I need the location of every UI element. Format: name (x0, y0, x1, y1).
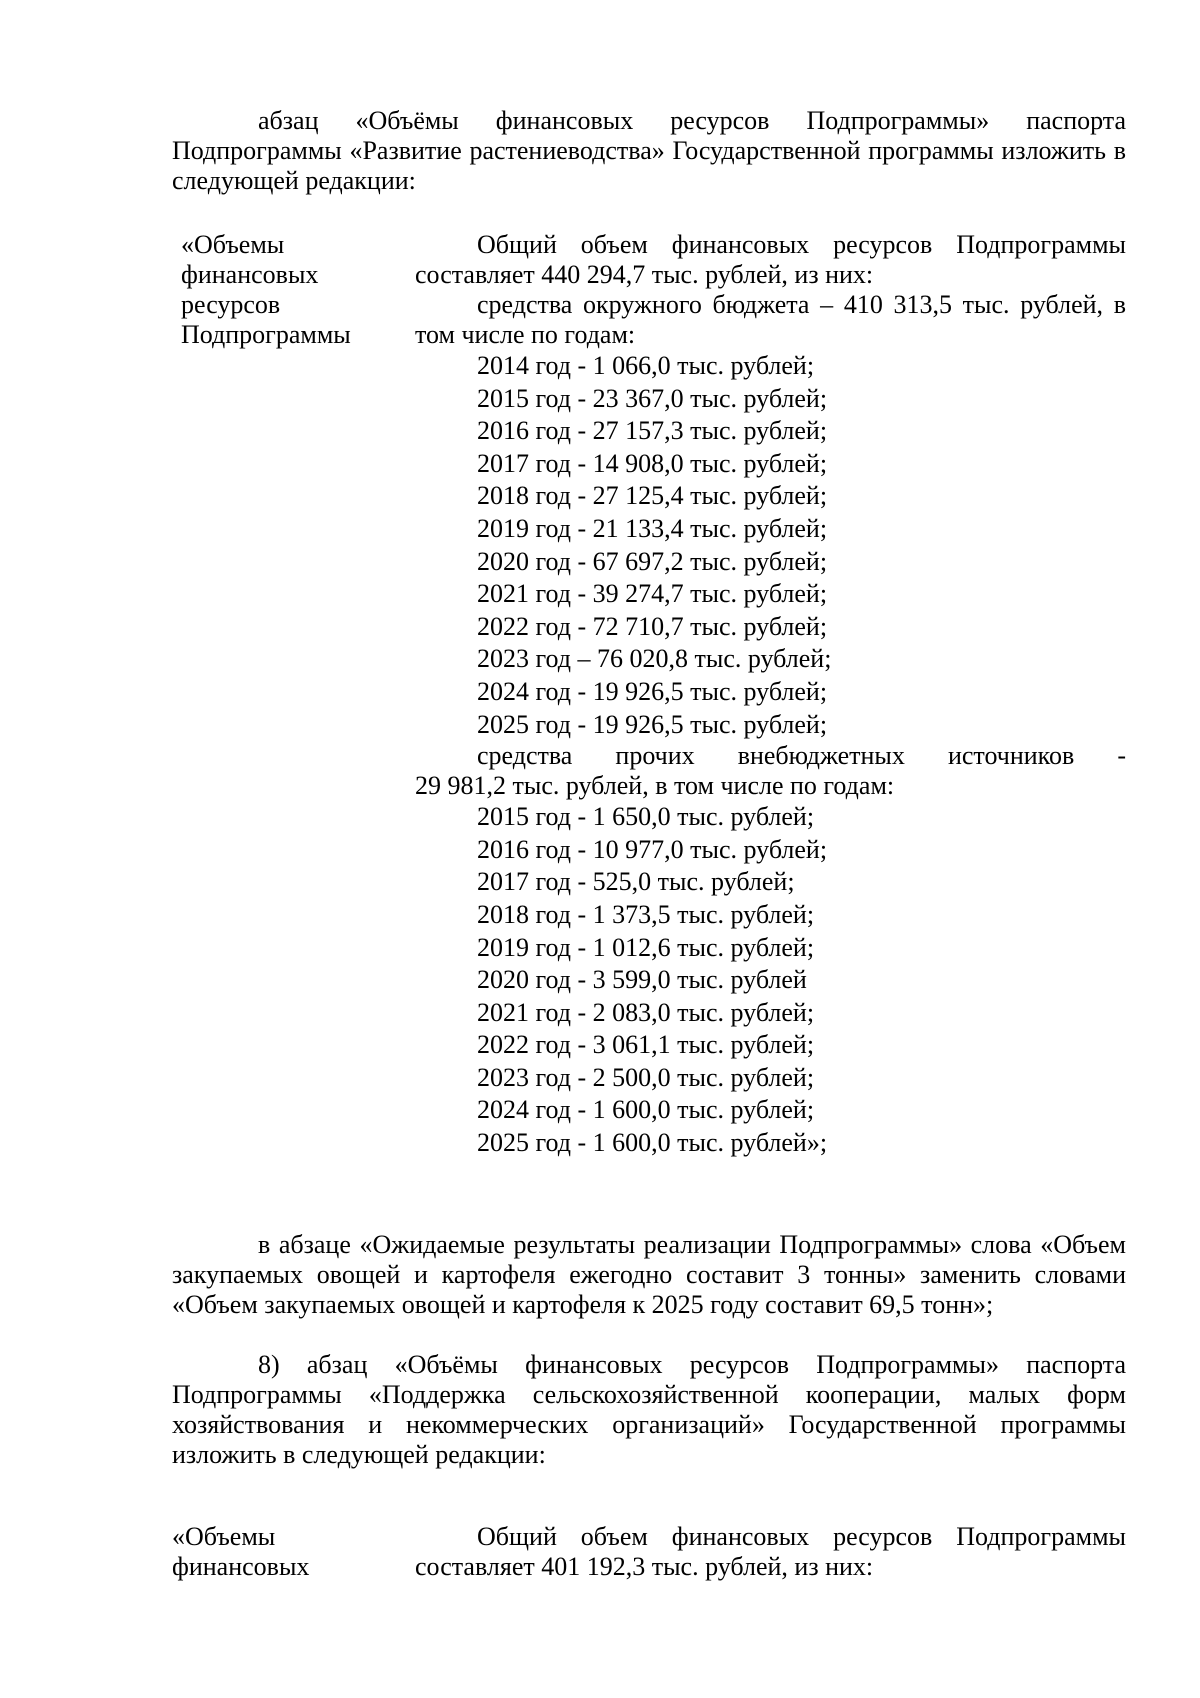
other-year-item: 2019 год - 1 012,6 тыс. рублей; (477, 932, 815, 962)
table1-label-line: ресурсов (181, 290, 281, 319)
okrug-year-item: 2022 год - 72 710,7 тыс. рублей; (477, 611, 828, 641)
table1-other-head-line2: 29 981,2 тыс. рублей, в том числе по годам: (415, 771, 895, 801)
okrug-year-item: 2019 год - 21 133,4 тыс. рублей; (477, 513, 828, 543)
other-year-item: 2020 год - 3 599,0 тыс. рублей (477, 965, 807, 995)
okrug-year-item: 2020 год - 67 697,2 тыс. рублей; (477, 546, 828, 576)
table2-label-line: финансовых (172, 1552, 310, 1581)
other-year-item: 2016 год - 10 977,0 тыс. рублей; (477, 834, 828, 864)
other-year-item: 2021 год - 2 083,0 тыс. рублей; (477, 997, 815, 1027)
table1-label (181, 230, 401, 350)
okrug-year-item: 2024 год - 19 926,5 тыс. рублей; (477, 676, 828, 706)
other-year-item: 2018 год - 1 373,5 тыс. рублей; (477, 899, 815, 929)
other-year-item: 2024 год - 1 600,0 тыс. рублей; (477, 1095, 815, 1125)
table1-label-line: Подпрограммы (181, 320, 351, 349)
other-year-item: 2022 год - 3 061,1 тыс. рублей; (477, 1030, 815, 1060)
table1-okrug-head: средства окружного бюджета – 410 313,5 тыс. рублей, в том числе по годам: (415, 290, 1126, 349)
paragraph-intro: абзац «Объёмы финансовых ресурсов Подпрограммы» паспорта Подпрограммы «Развитие растениеводства» Государственной программы изложить в следующей редакции: (172, 106, 1126, 195)
table1-total: Общий объем финансовых ресурсов Подпрограммы составляет 440 294,7 тыс. рублей, из них: (415, 230, 1126, 289)
okrug-year-item: 2017 год - 14 908,0 тыс. рублей; (477, 448, 828, 478)
table1-content (415, 230, 1126, 1160)
table2-label (172, 1522, 392, 1582)
okrug-year-item: 2023 год – 76 020,8 тыс. рублей; (477, 644, 832, 674)
okrug-year-item: 2021 год - 39 274,7 тыс. рублей; (477, 579, 828, 609)
okrug-year-item: 2015 год - 23 367,0 тыс. рублей; (477, 383, 828, 413)
other-year-item: 2017 год - 525,0 тыс. рублей; (477, 867, 795, 897)
okrug-year-item: 2014 год - 1 066,0 тыс. рублей; (477, 351, 815, 380)
okrug-year-item: 2016 год - 27 157,3 тыс. рублей; (477, 416, 828, 446)
other-year-item: 2023 год - 2 500,0 тыс. рублей; (477, 1062, 815, 1092)
okrug-year-item: 2018 год - 27 125,4 тыс. рублей; (477, 481, 828, 511)
table1-label-line: финансовых (181, 260, 319, 289)
other-year-item: 2015 год - 1 650,0 тыс. рублей; (477, 802, 815, 832)
table1-other-head-line1: средства прочих внебюджетных источников - (477, 741, 1126, 771)
paragraph-expected-results: в абзаце «Ожидаемые результаты реализации Подпрограммы» слова «Объем закупаемых овощей и картофеля ежегодно составит 3 тонны» заменить словами «Объем закупаемых овощей и картофеля к 2025 году составит 69,5 тонн»; (172, 1230, 1126, 1319)
table2-content (415, 1522, 1126, 1582)
table2-total: Общий объем финансовых ресурсов Подпрограммы составляет 401 192,3 тыс. рублей, из них: (415, 1522, 1126, 1581)
okrug-year-item: 2025 год - 19 926,5 тыс. рублей; (477, 709, 828, 739)
paragraph-item-8: 8) абзац «Объёмы финансовых ресурсов Подпрограммы» паспорта Подпрограммы «Поддержка сельскохозяйственной кооперации, малых форм хозяйствования и некоммерческих организаций» Государственной программы изложить в следующей редакции: (172, 1350, 1126, 1469)
table2-label-line: «Объемы (172, 1522, 276, 1551)
table1-label-line: «Объемы (181, 230, 285, 259)
other-year-item: 2025 год - 1 600,0 тыс. рублей»; (477, 1128, 828, 1158)
